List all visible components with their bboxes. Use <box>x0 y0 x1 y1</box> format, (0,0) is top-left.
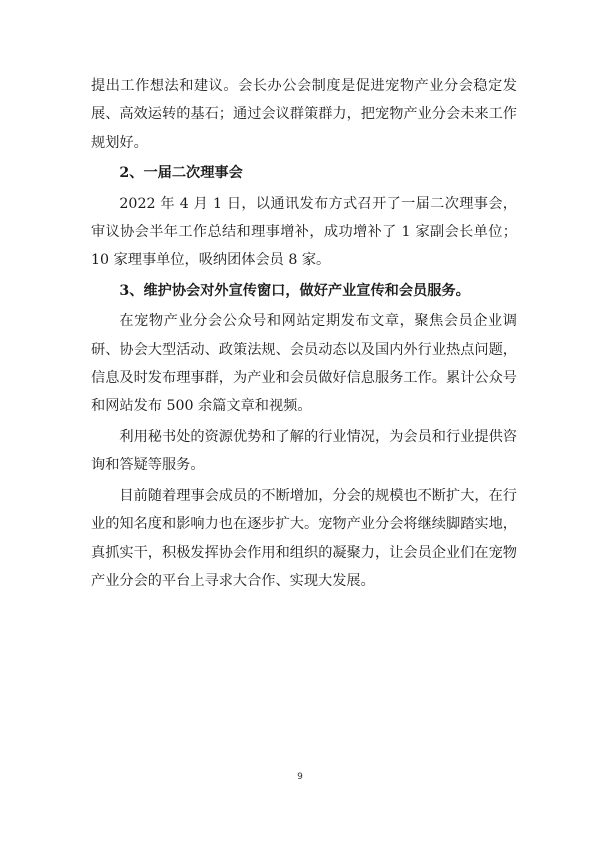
document-body <box>91 72 517 597</box>
section-heading-3: 3、维护协会对外宣传窗口，做好产业宣传和会员服务。 <box>119 282 470 299</box>
paragraph-continuation: 提出工作想法和建议。会长办公会制度是促进宠物产业分会稳定发展、高效运转的基石；通过会议群策群力，把宠物产业分会未来工作规划好。 <box>91 78 517 151</box>
page-number: 9 <box>297 772 303 782</box>
paragraph-consulting: 利用秘书处的资源优势和了解的行业情况，为会员和行业提供咨询和答疑等服务。 <box>91 428 517 474</box>
section-heading-2: 2、一届二次理事会 <box>119 165 243 182</box>
paragraph-publicity: 在宠物产业分会公众号和网站定期发布文章，聚焦会员企业调研、协会大型活动、政策法规、会员动态以及国内外行业热点问题，信息及时发布理事群，为产业和会员做好信息服务工作。累计公众号和网站发布 500 余篇文章和视频。 <box>91 313 517 415</box>
paragraph-outlook: 目前随着理事会成员的不断增加，分会的规模也不断扩大，在行业的知名度和影响力也在逐步扩大。宠物产业分会将继续脚踏实地，真抓实干，积极发挥协会作用和组织的凝聚力，让会员企业们在宠物产业分会的平台上寻求大合作、实现大发展。 <box>91 487 517 589</box>
paragraph-council-meeting: 2022 年 4 月 1 日，以通讯发布方式召开了一届二次理事会，审议协会半年工作总结和理事增补，成功增补了 1 家副会长单位；10 家理事单位，吸纳团体会员 8 家。 <box>91 195 517 269</box>
